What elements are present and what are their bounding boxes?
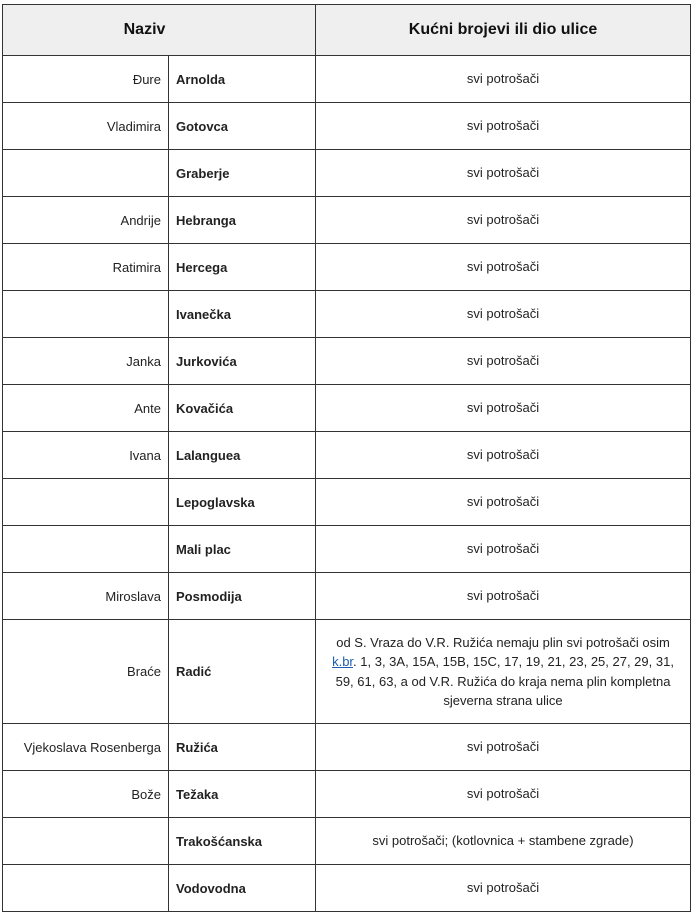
row-range: svi potrošači — [316, 771, 691, 818]
row-street-name: Lalanguea — [169, 432, 316, 479]
row-street-name: Mali plac — [169, 526, 316, 573]
row-first-name: Ratimira — [3, 244, 169, 291]
row-range: svi potrošači — [316, 56, 691, 103]
range-text-before: od S. Vraza do V.R. Ružića nemaju plin svi potrošači osim — [336, 634, 670, 650]
row-first-name: Ivana — [3, 432, 169, 479]
row-street-name: Trakošćanska — [169, 818, 316, 865]
row-street-name: Radić — [169, 620, 316, 724]
row-range: svi potrošači — [316, 291, 691, 338]
streets-table — [2, 4, 691, 912]
header-name: Naziv — [3, 5, 316, 56]
row-first-name: Vjekoslava Rosenberga — [3, 724, 169, 771]
row-range: svi potrošači — [316, 526, 691, 573]
row-street-name: Lepoglavska — [169, 479, 316, 526]
row-first-name — [3, 865, 169, 912]
row-range: svi potrošači — [316, 432, 691, 479]
row-range: svi potrošači — [316, 150, 691, 197]
row-street-name: Gotovca — [169, 103, 316, 150]
table-row — [3, 338, 691, 385]
row-first-name — [3, 526, 169, 573]
row-first-name — [3, 150, 169, 197]
table-row — [3, 818, 691, 865]
row-street-name: Kovačića — [169, 385, 316, 432]
table-row — [3, 103, 691, 150]
row-range: svi potrošači — [316, 724, 691, 771]
table-row — [3, 771, 691, 818]
row-range: svi potrošači; (kotlovnica + stambene zgrade) — [316, 818, 691, 865]
table-row — [3, 526, 691, 573]
row-street-name: Težaka — [169, 771, 316, 818]
row-first-name — [3, 818, 169, 865]
table-row — [3, 479, 691, 526]
row-street-name: Hebranga — [169, 197, 316, 244]
row-street-name: Jurkovića — [169, 338, 316, 385]
row-street-name: Graberje — [169, 150, 316, 197]
row-street-name: Ivanečka — [169, 291, 316, 338]
row-first-name: Vladimira — [3, 103, 169, 150]
table-row — [3, 432, 691, 479]
row-range: svi potrošači — [316, 197, 691, 244]
row-range — [316, 620, 691, 724]
row-first-name: Đure — [3, 56, 169, 103]
table-row — [3, 724, 691, 771]
table-row — [3, 244, 691, 291]
row-first-name: Braće — [3, 620, 169, 724]
row-first-name: Miroslava — [3, 573, 169, 620]
row-street-name: Hercega — [169, 244, 316, 291]
row-street-name: Arnolda — [169, 56, 316, 103]
table-row — [3, 620, 691, 724]
row-first-name — [3, 291, 169, 338]
row-range: svi potrošači — [316, 865, 691, 912]
row-first-name: Janka — [3, 338, 169, 385]
table-row — [3, 56, 691, 103]
table-row — [3, 573, 691, 620]
row-range: svi potrošači — [316, 479, 691, 526]
kbr-link[interactable]: k.br — [332, 654, 354, 669]
table-row — [3, 385, 691, 432]
header-range: Kućni brojevi ili dio ulice — [316, 5, 691, 56]
table-row — [3, 865, 691, 912]
range-text-after: . 1, 3, 3A, 15A, 15B, 15C, 17, 19, 21, 23, 25, 27, 29, 31, 59, 61, 63, a od V.R. Ružića do kraja nema plin kompletna sjeverna strana ulice — [335, 654, 674, 708]
table-row — [3, 197, 691, 244]
row-range: svi potrošači — [316, 103, 691, 150]
row-range: svi potrošači — [316, 338, 691, 385]
row-street-name: Posmodija — [169, 573, 316, 620]
row-street-name: Ružića — [169, 724, 316, 771]
table-row — [3, 291, 691, 338]
row-first-name: Bože — [3, 771, 169, 818]
row-first-name: Ante — [3, 385, 169, 432]
row-range: svi potrošači — [316, 244, 691, 291]
row-first-name — [3, 479, 169, 526]
row-range: svi potrošači — [316, 385, 691, 432]
row-street-name: Vodovodna — [169, 865, 316, 912]
row-range: svi potrošači — [316, 573, 691, 620]
row-first-name: Andrije — [3, 197, 169, 244]
table-row — [3, 150, 691, 197]
table-header-row — [3, 5, 691, 56]
